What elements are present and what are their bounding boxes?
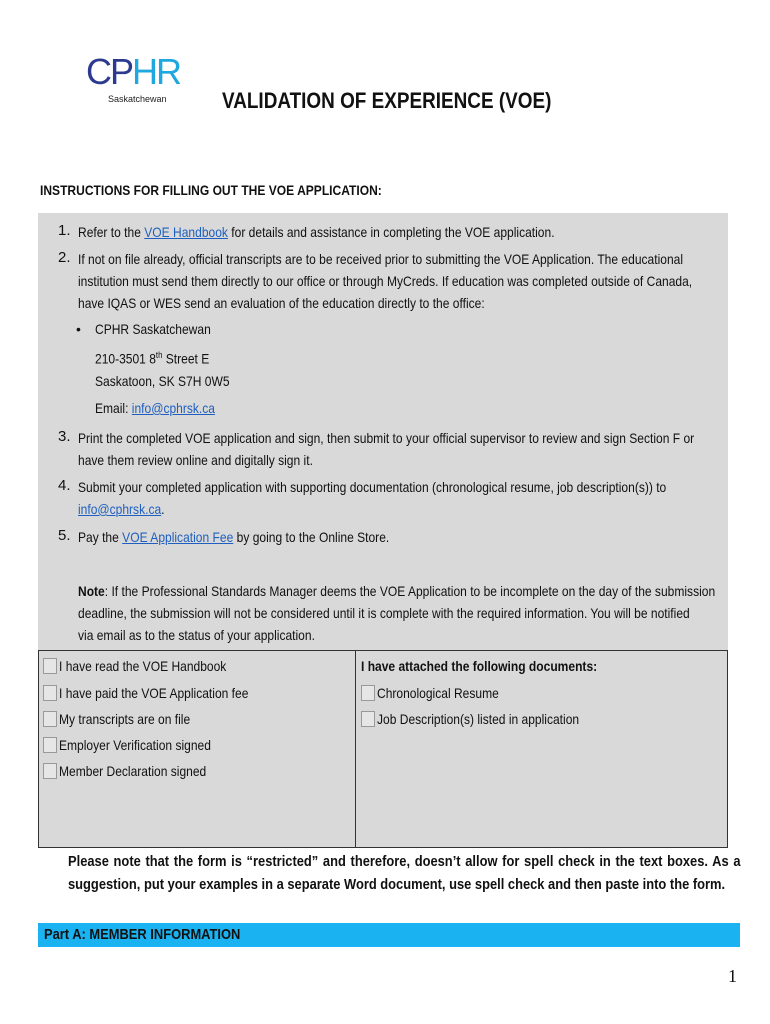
submit-email-link[interactable]: info@cphrsk.ca <box>78 501 162 517</box>
item-3-line-2: have them review online and digitally sign it. <box>78 452 313 468</box>
item-3-number: 3. <box>58 428 71 445</box>
voe-handbook-link[interactable]: VOE Handbook <box>144 224 228 240</box>
logo-mark: CPHR <box>86 51 181 92</box>
page-number: 1 <box>728 966 737 986</box>
item-2-line-2: institution must send them directly to our office or through MyCreds. If education was completed outside of Canada, <box>78 273 693 289</box>
item-5-number: 5. <box>58 527 71 544</box>
voe-application-fee-link[interactable]: VOE Application Fee <box>122 529 234 545</box>
address-street: 210-3501 8th Street E <box>95 350 210 367</box>
checkbox-paid-fee[interactable] <box>43 685 57 701</box>
checkbox-chronological-resume[interactable] <box>361 685 375 701</box>
part-a-header: Part A: MEMBER INFORMATION <box>38 923 740 947</box>
item-2-line-1: If not on file already, official transcripts are to be received prior to submitting the VOE Application. The educational <box>78 251 684 267</box>
cphr-logo <box>86 51 181 112</box>
check-label-transcripts: My transcripts are on file <box>59 711 191 727</box>
check-label-member-declaration: Member Declaration signed <box>59 763 207 779</box>
address-city: Saskatoon, SK S7H 0W5 <box>95 373 230 389</box>
checkbox-job-description[interactable] <box>361 711 375 727</box>
logo-subtitle: Saskatchewan <box>108 94 167 104</box>
checkbox-employer-verification[interactable] <box>43 737 57 753</box>
checkbox-member-declaration[interactable] <box>43 763 57 779</box>
attached-documents-heading: I have attached the following documents: <box>361 658 598 674</box>
note-line-2: deadline, the submission will not be considered until it is complete with the required information. You will be notified <box>78 605 690 621</box>
check-label-read-handbook: I have read the VOE Handbook <box>59 658 227 674</box>
item-4-line-1: Submit your completed application with supporting documentation (chronological resume, job description(s)) to <box>78 479 667 495</box>
checkbox-read-handbook[interactable] <box>43 658 57 674</box>
check-label-paid-fee: I have paid the VOE Application fee <box>59 685 249 701</box>
item-4-line-2: info@cphrsk.ca. <box>78 501 165 517</box>
checklist-divider <box>355 650 356 848</box>
item-1-text: Refer to the VOE Handbook for details and assistance in completing the VOE application. <box>78 224 555 240</box>
item-5-text: Pay the VOE Application Fee by going to the Online Store. <box>78 529 390 545</box>
check-label-employer-verification: Employer Verification signed <box>59 737 211 753</box>
item-2-line-3: have IQAS or WES send an evaluation of the education directly to the office: <box>78 295 485 311</box>
instructions-box <box>38 213 728 650</box>
check-label-job-description: Job Description(s) listed in application <box>377 711 580 727</box>
item-2-number: 2. <box>58 249 71 266</box>
email-link[interactable]: info@cphrsk.ca <box>131 400 215 416</box>
checkbox-transcripts[interactable] <box>43 711 57 727</box>
address-name: CPHR Saskatchewan <box>95 321 211 337</box>
item-1-number: 1. <box>58 222 71 239</box>
address-email: Email: info@cphrsk.ca <box>95 400 215 416</box>
address-bullet: • <box>76 321 81 337</box>
check-label-chronological-resume: Chronological Resume <box>377 685 499 701</box>
item-3-line-1: Print the completed VOE application and sign, then submit to your official supervisor to review and sign Section F or <box>78 430 695 446</box>
item-4-number: 4. <box>58 477 71 494</box>
document-title: VALIDATION OF EXPERIENCE (VOE) <box>222 88 552 113</box>
instructions-heading: INSTRUCTIONS FOR FILLING OUT THE VOE APPLICATION: <box>40 182 382 198</box>
note-line-3: via email as to the status of your application. <box>78 627 315 643</box>
note-line-1: Note: If the Professional Standards Manager deems the VOE Application to be incomplete on the day of the submission <box>78 583 716 599</box>
restricted-form-note: Please note that the form is “restricted” and therefore, doesn’t allow for spell check in the text boxes. As a suggestion, put your examples in a separate Word document, use spell check and then paste into the form. <box>68 853 741 893</box>
